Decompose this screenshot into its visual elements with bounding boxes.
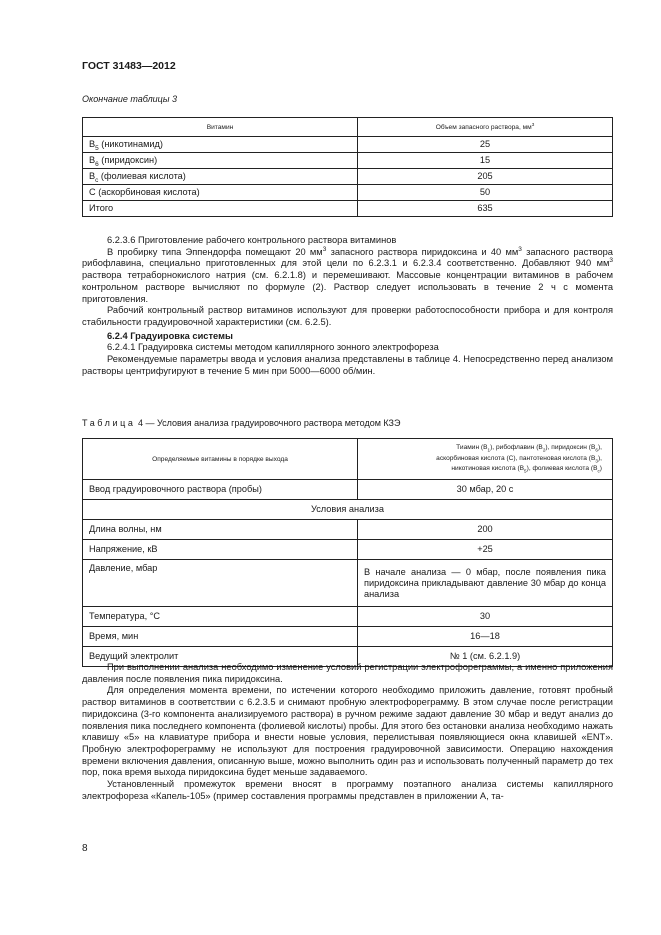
analysis-conditions-table bbox=[82, 438, 613, 667]
table-cell: 15 bbox=[358, 153, 613, 169]
table-row bbox=[83, 137, 613, 153]
table-row bbox=[83, 560, 613, 607]
table-cell: 205 bbox=[358, 169, 613, 185]
table-cell: Напряжение, кВ bbox=[83, 540, 358, 560]
table-cell: $B_6$ (пиридоксин) bbox=[83, 153, 358, 169]
table-cell: Ведущий электролит bbox=[83, 647, 358, 667]
table-cell: № 1 (см. 6.2.1.9) bbox=[358, 647, 613, 667]
paragraph: Рекомендуемые параметры ввода и условия анализа представлены в таблице 4. Непосредственно перед анализом растворы центрифугируют в течение 5 мин при 5000—6000 об/мин. bbox=[82, 354, 613, 376]
table-row bbox=[83, 520, 613, 540]
paragraph: 6.2.4.1 Градуировка системы методом капиллярного зонного электрофореза bbox=[107, 342, 439, 353]
table-row bbox=[83, 201, 613, 217]
after-table-text bbox=[82, 662, 613, 802]
section-6-2-3-6 bbox=[82, 235, 613, 377]
table-section-row: Условия анализа bbox=[83, 500, 613, 520]
table-cell: $B_5$ (никотинамид) bbox=[83, 137, 358, 153]
table-caption: Таблица 4 — Условия анализа градуировочного раствора методом КЗЭ bbox=[82, 418, 401, 428]
table-continuation-label: Окончание таблицы 3 bbox=[82, 94, 177, 104]
section-heading: 6.2.4 Градуировка системы bbox=[107, 330, 233, 341]
table-cell: Длина волны, нм bbox=[83, 520, 358, 540]
table-cell: Температура, °С bbox=[83, 607, 358, 627]
document-header: ГОСТ 31483—2012 bbox=[82, 60, 176, 72]
table-cell: В начале анализа — 0 мбар, после появления пика пиридоксина прикладывают давление 30 мбар до конца анализа bbox=[358, 560, 613, 607]
table-cell: 25 bbox=[358, 137, 613, 153]
table-cell: 30 bbox=[358, 607, 613, 627]
table-row bbox=[83, 153, 613, 169]
table-header-cell: Тиамин $(B_1)$, рибофлавин $(B_2)$, пиридоксин $(B_6)$, аскорбиновая кислота (C), пантотеновая кислота $(B_3)$, никотиновая кислота $(B_5)$, фолиевая кислота $(B_c)$ bbox=[358, 439, 613, 480]
table-cell: C (аскорбиновая кислота) bbox=[83, 185, 358, 201]
table-cell: 635 bbox=[358, 201, 613, 217]
paragraph: Рабочий контрольный раствор витаминов используют для проверки работоспособности прибора и для контроля стабильности градуировочной характеристики (см. 6.2.5). bbox=[82, 305, 613, 327]
table-cell: 200 bbox=[358, 520, 613, 540]
table-row bbox=[83, 480, 613, 500]
table-row bbox=[83, 185, 613, 201]
table-cell: 30 мбар, 20 с bbox=[358, 480, 613, 500]
table-cell: Давление, мбар bbox=[83, 560, 358, 607]
table-cell: Ввод градуировочного раствора (пробы) bbox=[83, 480, 358, 500]
table-header-cell: Определяемые витамины в порядке выхода bbox=[83, 439, 358, 480]
table-header-cell: Объем запасного раствора, $мм^3$ bbox=[358, 118, 613, 137]
table-cell: Время, мин bbox=[83, 627, 358, 647]
table-header-row bbox=[83, 439, 613, 480]
table-row bbox=[83, 607, 613, 627]
paragraph: Установленный промежуток времени вносят в программу поэтапного анализа системы капиллярного электрофореза «Капель-105» (пример составления программы представлен в приложении А, та- bbox=[82, 779, 613, 801]
table-cell: 50 bbox=[358, 185, 613, 201]
paragraph: При выполнении анализа необходимо изменение условий регистрации электрофореграммы, а именно приложения давления после появления пика пиридоксина. bbox=[82, 662, 613, 684]
table-row bbox=[83, 627, 613, 647]
table-cell: $B_c$ (фолиевая кислота) bbox=[83, 169, 358, 185]
paragraph: Для определения момента времени, по истечении которого необходимо приложить давление, готовят пробный раствор витаминов в соответствии с 6.2.3.5 и снимают пробную электрофореграмму. В этом случае после регистрации пиридоксина (3-го компонента анализируемого раствора) в ручном режиме задают давление 30 мбар и ведут анализ до появления пика последнего компонента (фолиевой кислоты) пробы. Для этого без остановки анализа необходимо нажать клавишу «5» на клавиатуре прибора и внести новые условия, перелистывая появляющиеся окна клавишей «ENT». Пробную электрофореграмму не используют для построения градуировочной зависимости. Операцию нахождения времени включения давления, описанную выше, можно выполнить один раз и использовать полученный параметр до тех пор, пока время выхода пиридоксина будет меньше задаваемого. bbox=[82, 685, 613, 778]
table-cell: 16—18 bbox=[358, 627, 613, 647]
table-header-cell: Витамин bbox=[83, 118, 358, 137]
page-number: 8 bbox=[82, 843, 88, 854]
table-cell: +25 bbox=[358, 540, 613, 560]
vitamin-volume-table bbox=[82, 117, 613, 217]
table-header-row bbox=[83, 118, 613, 137]
table-row bbox=[83, 500, 613, 520]
table-row bbox=[83, 540, 613, 560]
table-cell: Итого bbox=[83, 201, 358, 217]
table-row bbox=[83, 169, 613, 185]
paragraph: 6.2.3.6 Приготовление рабочего контрольного раствора витаминов bbox=[107, 235, 397, 245]
paragraph: В пробирку типа Эппендорфа помещают 20 $мм^3$ запасного раствора пиридоксина и 40 $мм^3$ запасного раствора рибофлавина, специально приготовленных для этой цели по 6.2.3.1 и 6.2.3.4 соответственно. Добавляют 940 $мм^3$ раствора тетраборнокислого натрия (см. 6.2.1.8) и перемешивают. Массовые концентрации витаминов в рабочем контрольном растворе вычисляют по формуле (2). Раствор следует использовать в течение 2 ч с момента приготовления. bbox=[82, 245, 613, 304]
